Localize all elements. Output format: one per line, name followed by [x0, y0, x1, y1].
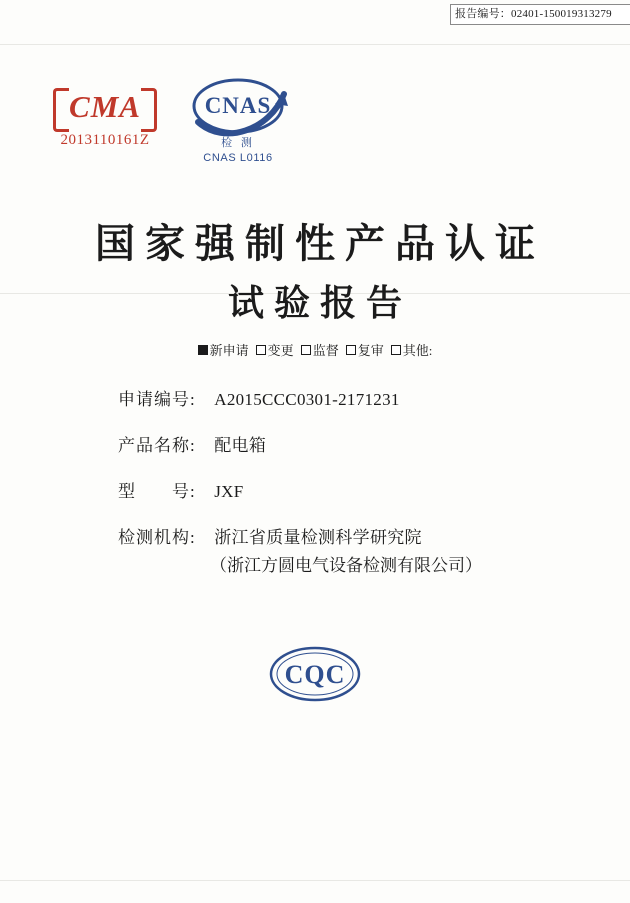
page-title: 国家强制性产品认证	[95, 221, 545, 266]
field-value-secondary: （浙江方圆电气设备检测有限公司）	[210, 556, 482, 575]
checkbox-other[interactable]	[391, 340, 433, 359]
checkbox-label: 新申请	[209, 343, 249, 358]
page-subtitle: 试验报告	[227, 283, 412, 323]
svg-text:CNAS: CNAS	[204, 93, 272, 118]
cma-icon	[53, 88, 157, 126]
cma-letters: CMA	[69, 89, 141, 124]
scan-divider-bottom	[0, 880, 630, 881]
cma-bracket-right-icon	[141, 88, 157, 132]
field-model	[118, 480, 548, 504]
application-type-row	[0, 340, 630, 359]
checkbox-change[interactable]	[256, 340, 294, 359]
checkbox-label: 变更	[267, 343, 294, 358]
cqc-icon	[267, 645, 363, 703]
cnas-icon	[184, 76, 292, 138]
field-label: 型 号:	[118, 482, 196, 501]
checkbox-box-icon[interactable]	[346, 345, 356, 355]
checkbox-box-icon[interactable]	[198, 345, 208, 355]
cma-logo-block	[40, 88, 170, 149]
field-label: 检测机构:	[118, 528, 196, 547]
checkbox-new-application[interactable]	[198, 340, 249, 359]
report-number-box	[450, 4, 630, 25]
checkbox-label: 其他:	[402, 343, 433, 358]
field-value: JXF	[214, 482, 244, 501]
checkbox-box-icon[interactable]	[256, 345, 266, 355]
svg-text:CQC: CQC	[284, 660, 346, 689]
field-value: A2015CCC0301-2171231	[214, 390, 400, 409]
cnas-sub-label: 检 测	[221, 137, 255, 149]
checkbox-box-icon[interactable]	[301, 345, 311, 355]
checkbox-label: 复审	[357, 343, 384, 358]
scan-divider-top	[0, 44, 630, 45]
checkbox-supervision[interactable]	[301, 340, 339, 359]
field-value: 配电箱	[214, 436, 267, 455]
cma-code: 2013110161Z	[60, 132, 150, 148]
cnas-code: CNAS L0116	[203, 152, 273, 164]
field-label: 申请编号:	[118, 390, 196, 409]
field-product-name	[118, 434, 548, 458]
field-testing-organization	[118, 526, 548, 578]
report-number-label: 报告编号：	[455, 8, 511, 20]
field-application-number	[118, 388, 548, 412]
checkbox-review[interactable]	[346, 340, 384, 359]
checkbox-label: 监督	[312, 343, 339, 358]
checkbox-box-icon[interactable]	[391, 345, 401, 355]
field-label: 产品名称:	[118, 436, 196, 455]
report-number-value: 02401-150019313279	[511, 8, 612, 20]
report-fields	[118, 388, 548, 600]
cnas-logo-block	[178, 76, 298, 164]
field-value: 浙江省质量检测科学研究院	[214, 528, 422, 547]
cqc-logo-block	[0, 645, 630, 708]
